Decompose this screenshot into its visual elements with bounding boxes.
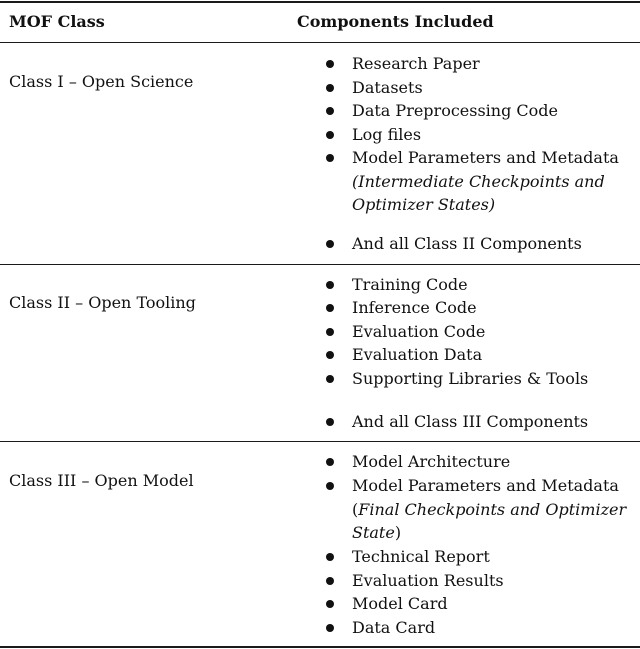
row-divider (0, 441, 640, 442)
note-text: State (352, 523, 395, 542)
class-iii-label: Class III – Open Model (9, 471, 194, 490)
bullet-icon (326, 154, 334, 162)
bullet-icon (326, 304, 334, 312)
class-ii-label: Class II – Open Tooling (9, 293, 196, 312)
bullet-icon (326, 281, 334, 289)
note-close-paren: ) (394, 523, 402, 542)
bullet-icon (326, 458, 334, 466)
bullet-icon (326, 375, 334, 383)
class-i-label: Class I – Open Science (9, 72, 194, 91)
bullet-icon (326, 107, 334, 115)
header-components-included: Components Included (297, 12, 494, 31)
row-divider (0, 264, 640, 265)
bullet-icon (326, 131, 334, 139)
bullet-icon (326, 418, 334, 426)
bullet-icon (326, 624, 334, 632)
header-rule (0, 42, 640, 43)
bullet-icon (326, 553, 334, 561)
bullet-icon (326, 577, 334, 585)
table-top-rule (0, 1, 640, 3)
bullet-icon (326, 482, 334, 490)
bullet-icon (326, 84, 334, 92)
bullet-icon (326, 600, 334, 608)
header-mof-class: MOF Class (9, 12, 105, 31)
bullet-icon (326, 351, 334, 359)
note-text: Final Checkpoints and Optimizer (358, 500, 627, 519)
bullet-icon (326, 328, 334, 336)
note-open-paren: ( (352, 500, 359, 519)
bullet-icon (326, 60, 334, 68)
table-bottom-rule (0, 646, 640, 648)
bullet-icon (326, 240, 334, 248)
mof-class-table: MOF Class Components Included Class I – Open Science Research Paper Datasets Data Preprocessing Code Log files Model Parameters and Metadata (Intermediate Checkpoints and Optimizer States) And all Class II Components Class II – Open Tooling Training Code Inference Code Evaluation Code Evaluation Data Supporting Libraries & Tools And all Class III Components Class III – Open Model Model Architecture Model Parameters and Metadata (Final Checkpoints and Optimizer State) Technical Report Evaluation Results Model Card Data Card (0, 0, 640, 649)
